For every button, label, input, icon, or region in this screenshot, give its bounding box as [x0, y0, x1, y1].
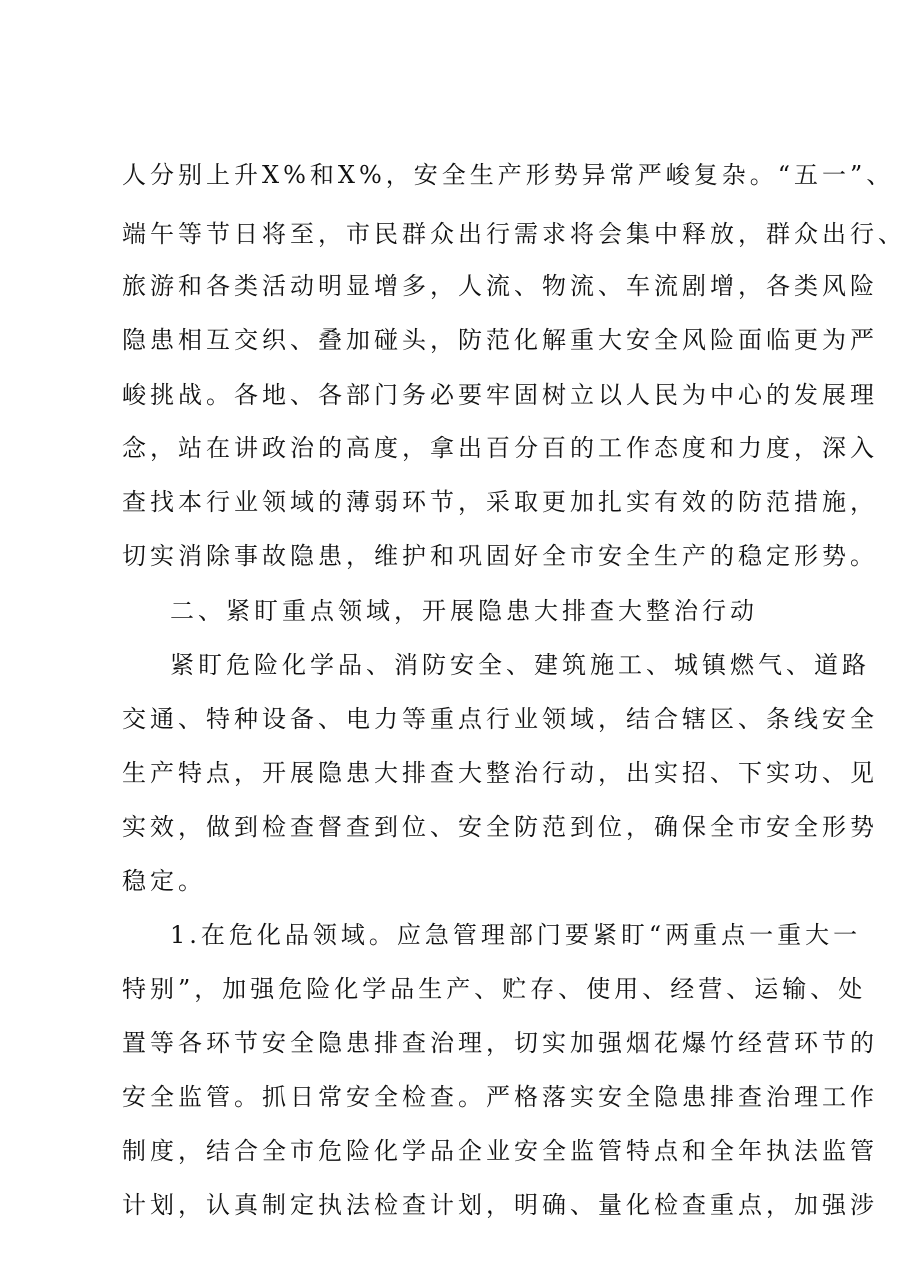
- section-heading: 二、紧盯重点领域，开展隐患大排查大整治行动: [170, 597, 758, 625]
- text-line-1: 人分别上升X%和X%，安全生产形势异常严峻复杂。“五一”、: [122, 161, 895, 189]
- text-line-14: 稳定。: [122, 867, 206, 895]
- text-line-10: 紧盯危险化学品、消防安全、建筑施工、城镇燃气、道路: [170, 651, 870, 679]
- text-line-18: 安全监管。抓日常安全检查。严格落实安全隐患排查治理工作: [122, 1083, 878, 1111]
- text-line-2: 端午等节日将至，市民群众出行需求将会集中释放，群众出行、: [122, 220, 906, 248]
- text-line-8: 切实消除事故隐患，维护和巩固好全市安全生产的稳定形势。: [122, 542, 878, 570]
- text-line-17: 置等各环节安全隐患排查治理，切实加强烟花爆竹经营环节的: [122, 1029, 878, 1057]
- text-line-13: 实效，做到检查督查到位、安全防范到位，确保全市安全形势: [122, 813, 878, 841]
- text-line-4: 隐患相互交织、叠加碰头，防范化解重大安全风险面临更为严: [122, 326, 878, 354]
- list-item-1-start: 1.在危化品领域。应急管理部门要紧盯“两重点一重大一: [170, 921, 862, 949]
- text-line-19: 制度，结合全市危险化学品企业安全监管特点和全年执法监管: [122, 1137, 878, 1165]
- text-line-6: 念，站在讲政治的高度，拿出百分百的工作态度和力度，深入: [122, 434, 878, 462]
- text-line-16: 特别”，加强危险化学品生产、贮存、使用、经营、运输、处: [122, 975, 867, 1003]
- text-line-7: 查找本行业领域的薄弱环节，采取更加扎实有效的防范措施，: [122, 488, 878, 516]
- text-line-20: 计划，认真制定执法检查计划，明确、量化检查重点，加强涉: [122, 1191, 878, 1219]
- text-line-11: 交通、特种设备、电力等重点行业领域，结合辖区、条线安全: [122, 705, 878, 733]
- text-line-12: 生产特点，开展隐患大排查大整治行动，出实招、下实功、见: [122, 759, 878, 787]
- text-line-5: 峻挑战。各地、各部门务必要牢固树立以人民为中心的发展理: [122, 381, 878, 409]
- text-line-3: 旅游和各类活动明显增多，人流、物流、车流剧增，各类风险: [122, 272, 878, 300]
